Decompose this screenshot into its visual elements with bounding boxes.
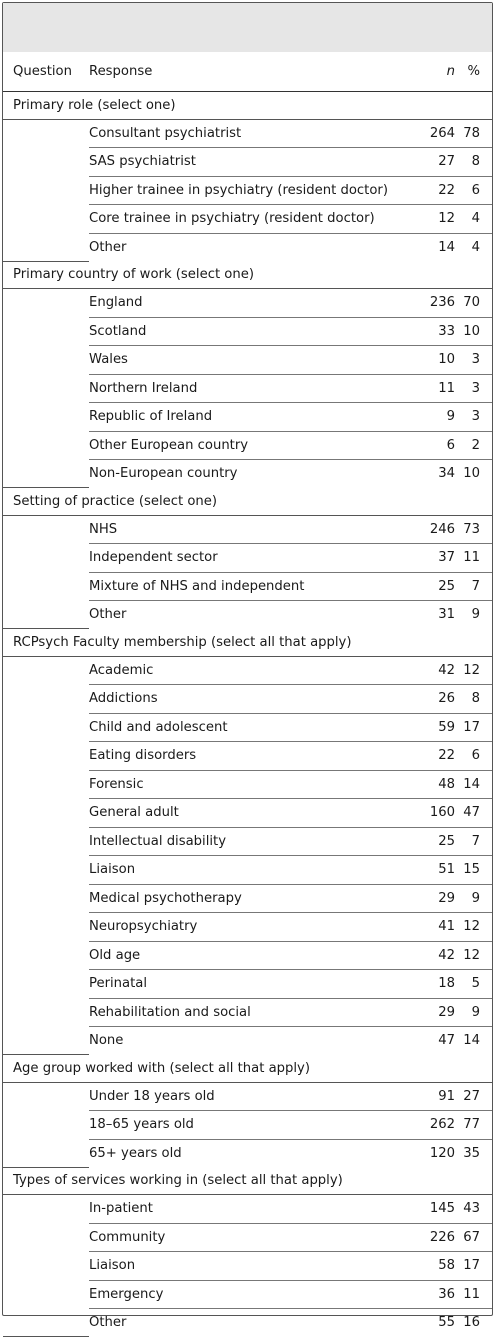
n-cell: 36 — [417, 1280, 455, 1309]
question-cell — [3, 176, 89, 205]
table-row — [3, 205, 492, 234]
percent-cell: 7 — [455, 572, 492, 601]
question-cell — [3, 742, 89, 771]
response-cell: Community — [89, 1223, 417, 1252]
table-row — [3, 1082, 492, 1111]
table-row — [3, 970, 492, 999]
question-cell — [3, 289, 89, 318]
table-row — [3, 1027, 492, 1055]
question-cell — [3, 827, 89, 856]
question-cell — [3, 1082, 89, 1111]
header-n: n — [417, 52, 455, 92]
question-cell — [3, 913, 89, 942]
table-row — [3, 1195, 492, 1224]
question-cell — [3, 572, 89, 601]
table-row — [3, 572, 492, 601]
percent-cell: 27 — [455, 1082, 492, 1111]
percent-cell: 8 — [455, 685, 492, 714]
question-cell — [3, 403, 89, 432]
percent-cell: 14 — [463, 1033, 480, 1049]
header-question: Question — [3, 52, 89, 92]
question-cell — [3, 1111, 89, 1140]
response-cell: SAS psychiatrist — [89, 148, 417, 177]
question-cell — [3, 1195, 89, 1224]
n-cell: 262 — [417, 1111, 455, 1140]
percent-cell: 6 — [455, 176, 492, 205]
percent-cell: 9 — [471, 607, 480, 623]
table-row — [3, 1280, 492, 1309]
table-row — [3, 119, 492, 148]
table-row — [3, 856, 492, 885]
percent-cell: 16 — [463, 1315, 480, 1331]
percent-cell: 12 — [455, 656, 492, 685]
table-row — [3, 431, 492, 460]
n-cell: 246 — [417, 515, 455, 544]
table-row — [3, 460, 492, 488]
table-row — [3, 742, 492, 771]
question-cell — [3, 656, 89, 685]
table-frame — [2, 2, 493, 1331]
question-cell — [3, 515, 89, 544]
percent-cell: 14 — [455, 770, 492, 799]
question-cell — [3, 799, 89, 828]
percent-cell: 12 — [455, 913, 492, 942]
table-header — [3, 52, 492, 92]
n-cell: 236 — [417, 289, 455, 318]
response-cell: Addictions — [89, 685, 417, 714]
question-cell — [3, 233, 89, 261]
question-cell — [3, 713, 89, 742]
question-cell — [3, 770, 89, 799]
n-cell: 14 — [438, 239, 455, 255]
response-cell: Other — [89, 607, 127, 623]
percent-cell: 3 — [455, 346, 492, 375]
table-body — [3, 92, 492, 1337]
table-row — [3, 601, 492, 629]
response-cell: Consultant psychiatrist — [89, 119, 417, 148]
table-row — [3, 799, 492, 828]
table-row — [3, 544, 492, 573]
table-row — [3, 176, 492, 205]
section-row — [3, 261, 492, 289]
question-cell — [3, 685, 89, 714]
section-row — [3, 1167, 492, 1195]
percent-cell: 73 — [455, 515, 492, 544]
percent-cell: 70 — [455, 289, 492, 318]
table-row — [3, 317, 492, 346]
question-cell — [3, 1139, 89, 1167]
n-cell: 25 — [417, 827, 455, 856]
question-cell — [3, 460, 89, 488]
percent-cell: 3 — [455, 403, 492, 432]
table-row — [3, 656, 492, 685]
n-cell: 9 — [417, 403, 455, 432]
percent-cell: 9 — [455, 998, 492, 1027]
question-cell — [3, 148, 89, 177]
question-cell — [3, 1027, 89, 1055]
response-cell: Under 18 years old — [89, 1082, 417, 1111]
percent-cell: 12 — [455, 941, 492, 970]
n-cell: 25 — [417, 572, 455, 601]
percent-cell: 7 — [455, 827, 492, 856]
response-cell: Rehabilitation and social — [89, 998, 417, 1027]
section-title: RCPsych Faculty membership (select all that apply) — [3, 629, 492, 657]
table-row — [3, 770, 492, 799]
table-row — [3, 913, 492, 942]
n-cell: 29 — [417, 884, 455, 913]
response-cell: Other European country — [89, 431, 417, 460]
percent-cell: 10 — [463, 466, 480, 482]
percent-cell: 67 — [455, 1223, 492, 1252]
response-cell: 18–65 years old — [89, 1111, 417, 1140]
header-row — [3, 52, 492, 92]
section-row — [3, 92, 492, 120]
response-cell: Other — [89, 239, 127, 255]
table-row — [3, 1223, 492, 1252]
response-cell: Forensic — [89, 770, 417, 799]
percent-cell: 11 — [455, 1280, 492, 1309]
percent-cell: 11 — [455, 544, 492, 573]
n-cell: 26 — [417, 685, 455, 714]
n-cell: 42 — [417, 941, 455, 970]
n-cell: 226 — [417, 1223, 455, 1252]
question-cell — [3, 1223, 89, 1252]
response-cell: Neuropsychiatry — [89, 913, 417, 942]
table-caption-bar — [3, 3, 492, 52]
percent-cell: 15 — [455, 856, 492, 885]
n-cell: 29 — [417, 998, 455, 1027]
question-cell — [3, 970, 89, 999]
table-row — [3, 1111, 492, 1140]
percent-cell: 9 — [455, 884, 492, 913]
response-cell: Independent sector — [89, 544, 417, 573]
table-row — [3, 1309, 492, 1337]
percent-cell: 43 — [455, 1195, 492, 1224]
percent-cell: 3 — [455, 374, 492, 403]
n-cell: 6 — [417, 431, 455, 460]
table-row — [3, 941, 492, 970]
response-cell: Emergency — [89, 1280, 417, 1309]
percent-cell: 77 — [455, 1111, 492, 1140]
percent-cell: 17 — [455, 713, 492, 742]
response-cell: England — [89, 289, 417, 318]
n-cell: 120 — [429, 1145, 455, 1161]
table-row — [3, 827, 492, 856]
n-cell: 145 — [417, 1195, 455, 1224]
n-cell: 48 — [417, 770, 455, 799]
table-row — [3, 884, 492, 913]
response-cell: Old age — [89, 941, 417, 970]
percent-cell: 2 — [455, 431, 492, 460]
table-row — [3, 685, 492, 714]
response-cell: Child and adolescent — [89, 713, 417, 742]
n-cell: 41 — [417, 913, 455, 942]
response-cell: Medical psychotherapy — [89, 884, 417, 913]
response-cell: Liaison — [89, 856, 417, 885]
section-title: Primary role (select one) — [3, 92, 492, 120]
n-cell: 51 — [417, 856, 455, 885]
section-row — [3, 1055, 492, 1083]
question-cell — [3, 205, 89, 234]
question-cell — [3, 1280, 89, 1309]
response-cell: Northern Ireland — [89, 374, 417, 403]
response-cell: Core trainee in psychiatry (resident doctor) — [89, 205, 417, 234]
n-cell: 31 — [438, 607, 455, 623]
section-title: Primary country of work (select one) — [3, 261, 492, 289]
section-row — [3, 629, 492, 657]
question-cell — [3, 998, 89, 1027]
n-cell: 91 — [417, 1082, 455, 1111]
n-cell: 47 — [438, 1033, 455, 1049]
n-cell: 160 — [417, 799, 455, 828]
n-cell: 42 — [417, 656, 455, 685]
percent-cell: 4 — [471, 239, 480, 255]
question-cell — [3, 119, 89, 148]
question-cell — [3, 856, 89, 885]
percent-cell: 4 — [455, 205, 492, 234]
section-title: Age group worked with (select all that apply) — [3, 1055, 492, 1083]
question-cell — [3, 941, 89, 970]
n-cell: 27 — [417, 148, 455, 177]
question-cell — [3, 884, 89, 913]
n-cell: 22 — [417, 742, 455, 771]
response-cell: Republic of Ireland — [89, 403, 417, 432]
response-cell: Intellectual disability — [89, 827, 417, 856]
question-cell — [3, 374, 89, 403]
table-row — [3, 374, 492, 403]
header-percent: % — [455, 52, 492, 92]
table-row — [3, 233, 492, 261]
n-cell: 10 — [417, 346, 455, 375]
response-cell: Mixture of NHS and independent — [89, 572, 417, 601]
n-cell: 264 — [417, 119, 455, 148]
response-cell: Other — [89, 1315, 127, 1331]
response-cell: Liaison — [89, 1252, 417, 1281]
response-cell: Academic — [89, 656, 417, 685]
question-cell — [3, 544, 89, 573]
section-title: Types of services working in (select all that apply) — [3, 1167, 492, 1195]
question-cell — [3, 1309, 89, 1337]
percent-cell: 47 — [455, 799, 492, 828]
question-cell — [3, 431, 89, 460]
percent-cell: 10 — [455, 317, 492, 346]
n-cell: 59 — [417, 713, 455, 742]
percent-cell: 78 — [455, 119, 492, 148]
response-cell: Perinatal — [89, 970, 417, 999]
table-row — [3, 1252, 492, 1281]
response-cell: 65+ years old — [89, 1145, 182, 1161]
response-cell: Higher trainee in psychiatry (resident doctor) — [89, 176, 417, 205]
n-cell: 12 — [417, 205, 455, 234]
table-row — [3, 515, 492, 544]
section-title: Setting of practice (select one) — [3, 488, 492, 516]
question-cell — [3, 601, 89, 629]
n-cell: 37 — [417, 544, 455, 573]
n-cell: 22 — [417, 176, 455, 205]
n-cell: 33 — [417, 317, 455, 346]
table-row — [3, 148, 492, 177]
survey-table — [3, 52, 492, 1337]
response-cell: Non-European country — [89, 466, 238, 482]
response-cell: NHS — [89, 515, 417, 544]
n-cell: 11 — [417, 374, 455, 403]
percent-cell: 35 — [463, 1145, 480, 1161]
question-cell — [3, 1252, 89, 1281]
percent-cell: 17 — [455, 1252, 492, 1281]
header-response: Response — [89, 52, 417, 92]
response-cell: None — [89, 1033, 124, 1049]
question-cell — [3, 346, 89, 375]
n-cell: 58 — [417, 1252, 455, 1281]
n-cell: 34 — [438, 466, 455, 482]
response-cell: Wales — [89, 346, 417, 375]
question-cell — [3, 317, 89, 346]
percent-cell: 5 — [455, 970, 492, 999]
table-row — [3, 346, 492, 375]
n-cell: 55 — [438, 1315, 455, 1331]
response-cell: Scotland — [89, 317, 417, 346]
n-cell: 18 — [417, 970, 455, 999]
table-row — [3, 998, 492, 1027]
percent-cell: 6 — [455, 742, 492, 771]
table-row — [3, 403, 492, 432]
response-cell: Eating disorders — [89, 742, 417, 771]
table-row — [3, 289, 492, 318]
response-cell: General adult — [89, 799, 417, 828]
percent-cell: 8 — [455, 148, 492, 177]
section-row — [3, 488, 492, 516]
table-row — [3, 713, 492, 742]
table-row — [3, 1139, 492, 1167]
response-cell: In-patient — [89, 1195, 417, 1224]
